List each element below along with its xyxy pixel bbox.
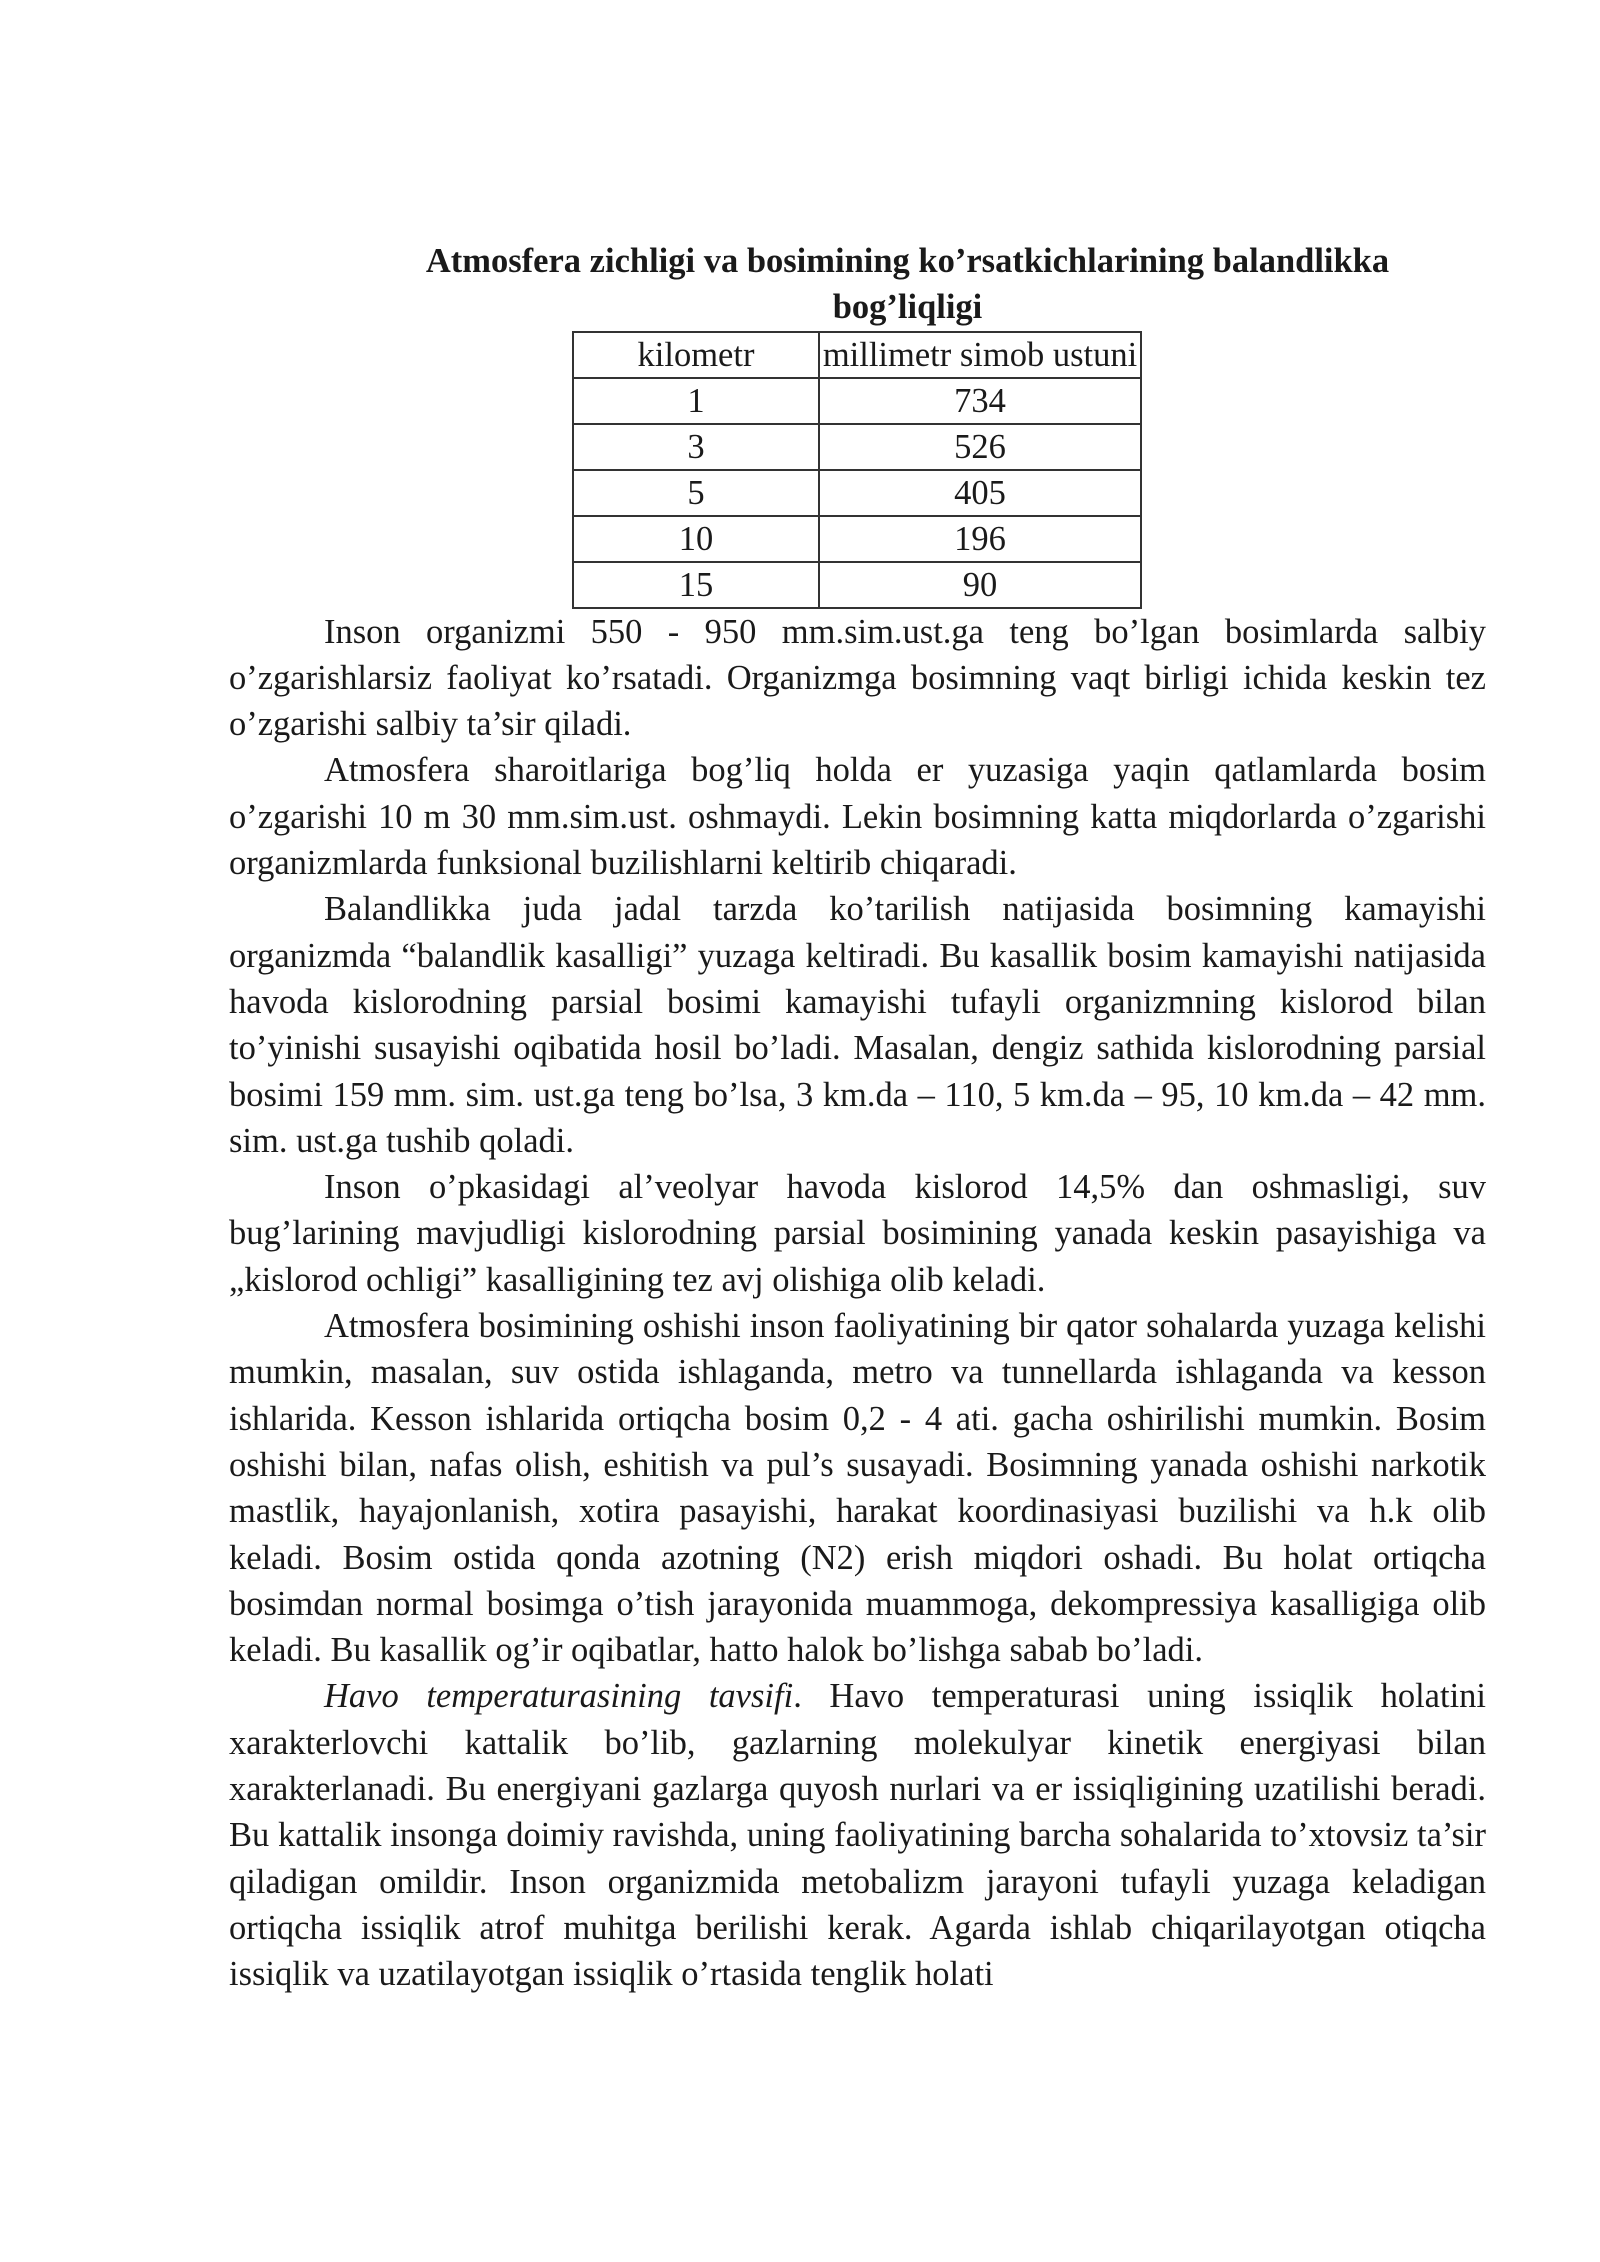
table-row	[573, 470, 1141, 516]
paragraph-text: . Havo temperaturasi uning issiqlik holatini xarakterlovchi kattalik bo’lib, gazlarning molekulyar kinetik energiyasi bilan xarakterlanadi. Bu energiyani gazlarga quyosh nurlari va er issiqligining uzatilishi beradi. Bu kattalik insonga doimiy ravishda, uning faoliyatining barcha sohalarida to’xtovsiz ta’sir qiladigan omildir. Inson organizmida metobalizm jarayoni tufayli yuzaga keladigan ortiqcha issiqlik atrof muhitga berilishi kerak. Agarda ishlab chiqarilayotgan otiqcha issiqlik va uzatilayotgan issiqlik o’rtasida tenglik holati	[229, 1677, 1487, 1994]
cell-km: 15	[573, 562, 819, 608]
document-title	[229, 238, 1486, 331]
paragraph: Atmosfera bosimining oshishi inson faoliyatining bir qator sohalarda yuzaga kelishi mumkin, masalan, suv ostida ishlaganda, metro va tunnellarda ishlaganda va kesson ishlarida. Kesson ishlarida ortiqcha bosim 0,2 - 4 ati. gacha oshirilishi mumkin. Bosim oshishi bilan, nafas olish, eshitish va pul’s susayadi. Bosimning yanada oshishi narkotik mastlik, hayajonlanish, xotira pasayishi, harakat koordinasiyasi buzilishi va h.k olib keladi. Bosim ostida qonda azotning (N2) erish miqdori oshadi. Bu holat ortiqcha bosimdan normal bosimga o’tish jarayonida muammoga, dekompressiya kasalligiga olib keladi. Bu kasallik og’ir oqibatlar, hatto halok bo’lishga sabab bo’ladi.	[229, 1307, 1486, 1670]
title-line-1: Atmosfera zichligi va bosimining ko’rsatkichlarining balandlikka	[425, 242, 1390, 280]
cell-mm: 196	[819, 516, 1141, 562]
paragraph: Balandlikka juda jadal tarzda ko’tarilish natijasida bosimning kamayishi organizmda “balandlik kasalligi” yuzaga keltiradi. Bu kasallik bosim kamayishi natijasida havoda kislorodning parsial bosimi kamayishi tufayli organizmning kislorod bilan to’yinishi susayishi oqibatida hosil bo’ladi. Masalan, dengiz sathida kislorodning parsial bosimi 159 mm. sim. ust.ga teng bo’lsa, 3 km.da – 110, 5 km.da – 95, 10 km.da – 42 mm. sim. ust.ga tushib qoladi.	[229, 890, 1486, 1160]
table-header-row	[573, 332, 1141, 378]
cell-km: 3	[573, 424, 819, 470]
pressure-table	[572, 331, 1142, 609]
cell-km: 5	[573, 470, 819, 516]
table-row	[573, 562, 1141, 608]
title-line-2: bog’liqligi	[832, 288, 983, 327]
cell-km: 1	[573, 378, 819, 424]
table-row	[573, 424, 1141, 470]
cell-mm: 734	[819, 378, 1141, 424]
paragraph-temperature	[229, 1673, 1486, 1997]
document-page	[229, 238, 1486, 1998]
header-kilometr: kilometr	[573, 332, 819, 378]
table-row	[573, 516, 1141, 562]
cell-mm: 526	[819, 424, 1141, 470]
header-millimetr: millimetr simob ustuni	[819, 332, 1141, 378]
paragraph: Inson organizmi 550 - 950 mm.sim.ust.ga teng bo’lgan bosimlarda salbiy o’zgarishlarsiz faoliyat ko’rsatadi. Organizmga bosimning vaqt birligi ichida keskin tez o’zgarishi salbiy ta’sir qiladi.	[229, 612, 1486, 744]
table-row	[573, 378, 1141, 424]
italic-lead: Havo temperaturasining tavsifi	[324, 1677, 794, 1716]
paragraph: Inson o’pkasidagi al’veolyar havoda kislorod 14,5% dan oshmasligi, suv bug’larining mavjudligi kislorodning parsial bosimining yanada keskin pasayishiga va „kislorod ochligi” kasalligining tez avj olishiga olib keladi.	[229, 1168, 1486, 1299]
cell-mm: 90	[819, 562, 1141, 608]
paragraph: Atmosfera sharoitlariga bog’liq holda er yuzasiga yaqin qatlamlarda bosim o’zgarishi 10 m 30 mm.sim.ust. oshmaydi. Lekin bosimning katta miqdorlarda o’zgarishi organizmlarda funksional buzilishlarni keltirib chiqaradi.	[229, 751, 1486, 883]
cell-mm: 405	[819, 470, 1141, 516]
cell-km: 10	[573, 516, 819, 562]
